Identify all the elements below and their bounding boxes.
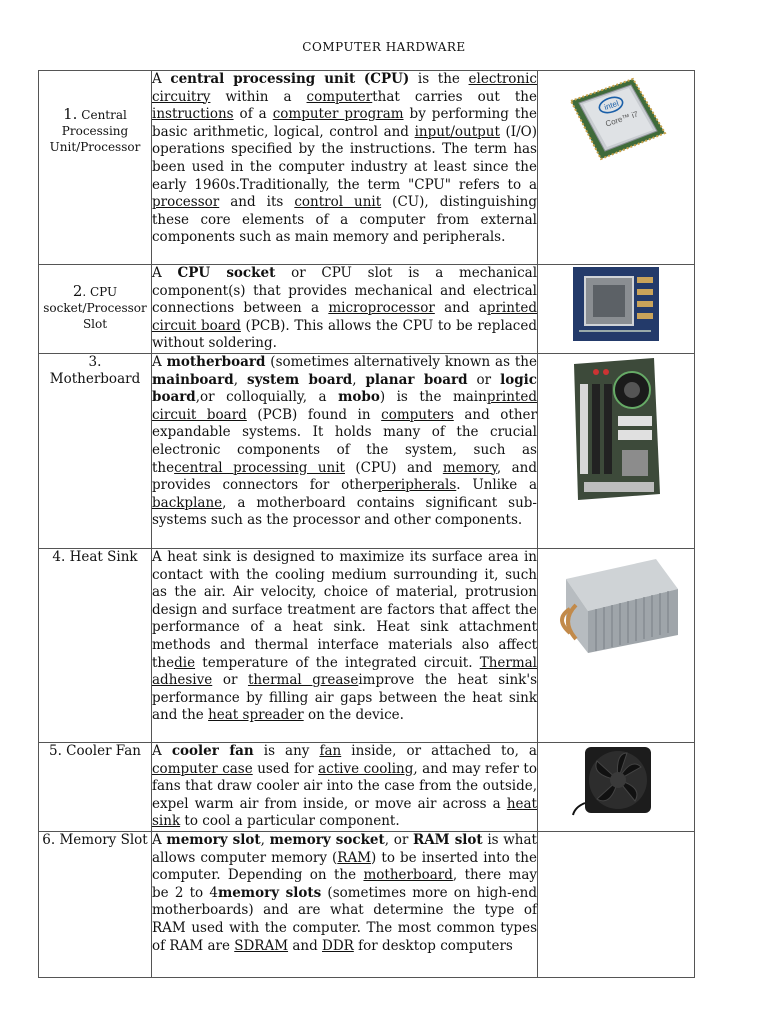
description-segment: , there may be 2 to 4 [152, 867, 537, 901]
description-segment: , and may refer to fans that draw cooler air into the case from the outside, expel warm air from inside, or move air across a [152, 760, 537, 812]
table-row [39, 831, 695, 977]
description-segment: to cool a particular component. [180, 813, 400, 830]
description-segment: computers [381, 406, 454, 423]
document-title: COMPUTER HARDWARE [302, 40, 466, 54]
table-row [39, 742, 695, 831]
description-segment: Thermal adhesive [152, 654, 537, 689]
component-description [152, 742, 538, 831]
cpu-socket-image [538, 265, 695, 354]
description-segment: and its [219, 194, 295, 211]
description-segment: is the [409, 71, 469, 87]
description-segment: heat sink [152, 795, 537, 830]
description-segment: peripherals [377, 477, 457, 494]
description-segment: or [212, 672, 248, 689]
description-segment: and other expandable systems. It holds many of the crucial electronic components of the system, such as the [152, 406, 537, 476]
table-row [39, 265, 695, 354]
description-segment: for desktop computers [353, 937, 513, 954]
description-segment: (CPU) [363, 71, 410, 87]
motherboard-image [538, 353, 695, 548]
description-segment: (PCB). This allows the CPU to be replaced without soldering. [152, 317, 537, 352]
description-segment: is any [253, 742, 320, 759]
description-segment: A [152, 831, 167, 848]
description-segment: printed circuit board [152, 300, 537, 334]
description-segment: that carries out the [372, 88, 537, 105]
component-name: Central Processing Unit/Processor [49, 108, 141, 154]
component-name-cell [39, 831, 152, 977]
hardware-table [38, 70, 695, 978]
description-segment: logic board [152, 371, 537, 406]
description-segment: and [288, 937, 323, 954]
description-segment: motherboard [363, 867, 453, 884]
description-segment: die [174, 654, 196, 671]
description-segment: central processing unit [170, 71, 356, 87]
description-segment: improve the heat sink's performance by filling air gaps between the heat sink and the [152, 672, 538, 724]
description-segment: within a [210, 88, 307, 105]
description-segment: thermal grease [247, 672, 359, 689]
description-segment: is what allows computer memory ( [152, 831, 537, 866]
description-segment: of a [233, 106, 273, 123]
component-name: Memory Slot [59, 831, 148, 848]
description-segment: heat spreader [208, 707, 304, 724]
description-segment: by performing the basic arithmetic, logical, control and [152, 106, 538, 140]
description-segment: on the device. [303, 707, 404, 724]
description-segment: mainboard [152, 371, 234, 388]
description-segment: (PCB) found in [246, 406, 382, 423]
component-name-cell [39, 742, 152, 831]
description-segment: mobo [338, 389, 380, 406]
description-segment: or [467, 371, 501, 388]
description-segment: , [233, 371, 247, 388]
cooler-fan-image [538, 742, 695, 831]
description-segment: electronic circuitry [152, 71, 537, 105]
description-segment: A [152, 742, 172, 759]
description-segment: memory socket [269, 831, 385, 848]
description-segment: printed circuit board [152, 389, 537, 423]
description-segment: memory slots [217, 884, 322, 901]
description-segment: used for [252, 760, 319, 777]
description-segment: central processing unit [174, 459, 345, 476]
description-segment: planar board [365, 371, 468, 388]
heat-sink-image [538, 548, 695, 742]
description-segment: and a [434, 300, 487, 317]
description-segment: input/output [414, 123, 500, 140]
component-number: 6. [42, 831, 56, 848]
description-segment: computer program [272, 106, 404, 123]
table-row [39, 548, 695, 742]
component-description [152, 353, 538, 548]
component-name-cell [39, 265, 152, 354]
description-segment: (CU), distinguishing these core elements of a computer from external components such as main memory and peripherals. [152, 194, 537, 246]
component-name: Motherboard [49, 371, 141, 388]
description-segment: RAM slot [412, 831, 483, 848]
description-segment: computer [306, 88, 373, 105]
component-number: 1. [63, 105, 78, 123]
description-segment: computer case [152, 760, 253, 777]
description-segment [355, 71, 364, 87]
description-segment: microprocessor [328, 300, 435, 317]
description-segment: or CPU slot is a mechanical component(s) that provides mechanical and electrical connections between a [152, 265, 538, 317]
description-segment: memory slot [166, 831, 261, 848]
table-row [39, 71, 695, 265]
memory-slot-image-empty [538, 831, 695, 977]
cpu-chip-image [538, 71, 695, 265]
component-number: 4. [52, 548, 66, 565]
description-segment: memory [442, 459, 497, 476]
component-name: . CPU socket/Processor Slot [43, 285, 147, 331]
description-segment: motherboard [166, 353, 266, 370]
description-segment: ) to be inserted into the computer. Depending on the [152, 849, 537, 884]
description-segment: A [152, 71, 171, 87]
component-name-cell [39, 353, 152, 548]
description-segment: temperature of the integrated circuit. [195, 654, 480, 671]
component-description [152, 265, 538, 354]
description-segment: , or [384, 831, 413, 848]
description-segment: DDR [322, 937, 354, 954]
component-name: Cooler Fan [66, 742, 142, 759]
description-segment: , [260, 831, 270, 848]
description-segment: , [352, 371, 366, 388]
description-segment: CPU socket [177, 265, 276, 281]
description-segment: A heat sink is designed to maximize its surface area in contact with the cooling medium surrounding it, such as the air. Air velocity, choice of material, protrusion design and surface treatment are factors that affect the performance of a heat sink. Heat sink attachment methods and thermal interface materials also affect the [152, 548, 537, 671]
description-segment: active cooling [318, 760, 414, 777]
component-number: 2 [72, 282, 83, 300]
intel-logo-text: intel [603, 98, 620, 112]
description-segment: A [152, 353, 167, 370]
component-number: 3. [88, 353, 102, 370]
component-description [152, 71, 538, 265]
core-i7-text: Core™ i7 [604, 109, 640, 129]
component-name: Heat Sink [69, 548, 138, 565]
description-segment: RAM [337, 849, 372, 866]
description-segment: , and provides connectors for other [152, 459, 537, 494]
description-segment: control unit [294, 194, 382, 211]
description-segment: , a motherboard contains significant sub-systems such as the processor and other components. [152, 494, 537, 529]
description-segment: A [152, 265, 178, 281]
description-segment: cooler fan [171, 742, 254, 759]
component-name-cell [39, 548, 152, 742]
description-segment: fan [319, 742, 342, 759]
description-segment: . Unlike a [456, 477, 537, 494]
description-segment: ) is the main [379, 389, 487, 406]
description-segment: (sometimes more on high-end motherboards) and are what determine the type of RAM used with the computer. The most common types of RAM are [152, 884, 537, 954]
description-segment: backplane [152, 494, 223, 511]
component-number: 5. [48, 742, 62, 759]
description-segment: system board [246, 371, 353, 388]
description-segment: (I/O) operations specified by the instructions. The term has been used in the computer industry at least since the early 1960s.Traditionally, the term "CPU" refers to a [152, 123, 537, 193]
description-segment: inside, or attached to, a [341, 742, 537, 759]
description-segment: SDRAM [234, 937, 289, 954]
description-segment: (CPU) and [344, 459, 443, 476]
description-segment: processor [152, 194, 220, 211]
component-description [152, 831, 538, 977]
component-name-cell [39, 71, 152, 265]
table-row [39, 353, 695, 548]
description-segment: (sometimes alternatively known as the [265, 353, 537, 370]
description-segment: ,or colloquially, a [195, 389, 339, 406]
description-segment: instructions [152, 106, 234, 123]
component-description [152, 548, 538, 742]
